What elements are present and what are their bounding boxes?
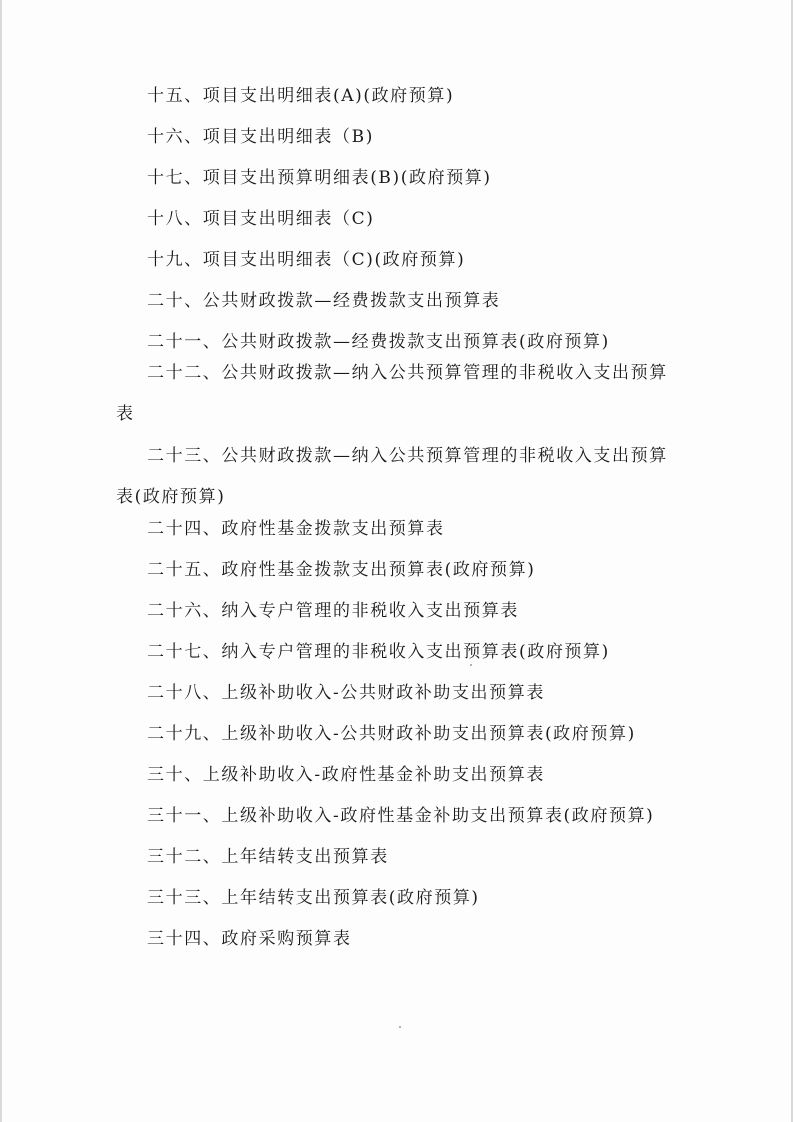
- toc-entry: 十五、项目支出明细表(A)(政府预算): [147, 86, 455, 106]
- toc-entry: 二十四、政府性基金拨款支出预算表: [147, 519, 445, 539]
- toc-entry: 二十、公共财政拨款—经费拨款支出预算表: [147, 291, 501, 311]
- toc-entry: 三十四、政府采购预算表: [147, 929, 352, 949]
- toc-entry: 三十二、上年结转支出预算表: [147, 847, 389, 867]
- toc-entry: 二十三、公共财政拨款—纳入公共预算管理的非税收入支出预算表(政府预算): [116, 446, 668, 507]
- toc-entry: 二十五、政府性基金拨款支出预算表(政府预算): [147, 560, 536, 580]
- scan-artifact: [399, 1026, 401, 1028]
- toc-entry: 十七、项目支出预算明细表(B)(政府预算): [147, 168, 492, 188]
- toc-entry: 三十、上级补助收入-政府性基金补助支出预算表: [147, 765, 545, 785]
- toc-entry: 十六、项目支出明细表（B): [147, 127, 374, 147]
- toc-entry: 三十三、上年结转支出预算表(政府预算): [147, 888, 480, 908]
- toc-entry: 十九、项目支出明细表（C)(政府预算): [147, 250, 466, 270]
- scan-artifact: [470, 664, 472, 666]
- toc-entry: 二十一、公共财政拨款—经费拨款支出预算表(政府预算): [147, 332, 610, 352]
- toc-entry: 十八、项目支出明细表（C): [147, 209, 375, 229]
- toc-entry: 三十一、上级补助收入-政府性基金补助支出预算表(政府预算): [147, 806, 655, 826]
- toc-entry: 二十六、纳入专户管理的非税收入支出预算表: [147, 601, 519, 621]
- toc-entry: 二十九、上级补助收入-公共财政补助支出预算表(政府预算): [147, 724, 636, 744]
- toc-entry: 二十八、上级补助收入-公共财政补助支出预算表: [147, 683, 545, 703]
- toc-entry: 二十二、公共财政拨款—纳入公共预算管理的非税收入支出预算表: [116, 363, 668, 424]
- page-left-edge: [0, 0, 2, 1122]
- toc-entry: 二十七、纳入专户管理的非税收入支出预算表(政府预算): [147, 642, 610, 662]
- table-of-contents: [116, 86, 676, 949]
